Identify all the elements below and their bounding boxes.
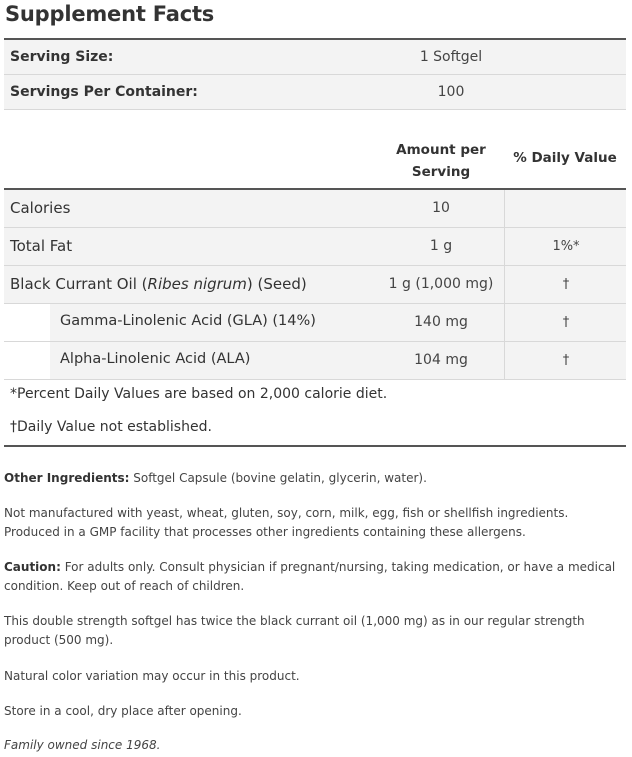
amount-header-line2: Serving: [411, 164, 471, 180]
footnotes: [4, 377, 626, 447]
nutrient-name: Alpha-Linolenic Acid (ALA): [60, 351, 251, 367]
nutrient-name-post: ) (Seed): [246, 275, 307, 293]
nutrient-latin-name: Ribes nigrum: [147, 275, 247, 293]
nutrient-name: Total Fat: [10, 237, 73, 255]
servings-per-container-value: 100: [437, 84, 465, 100]
amount-header-line1: Amount per: [396, 142, 486, 158]
amount-per-serving-header: [376, 139, 506, 183]
nutrient-dv: 1%*: [504, 228, 627, 265]
percent-dv-footnote: *Percent Daily Values are based on 2,000 calorie diet.: [10, 386, 388, 402]
nutrient-dv: †: [504, 304, 627, 341]
nutrient-name: [10, 275, 307, 293]
serving-table: [4, 38, 626, 110]
nutrient-amount: 140 mg: [414, 314, 468, 330]
nutrient-amount: 10: [432, 200, 450, 216]
family-owned-statement: Family owned since 1968.: [4, 738, 161, 752]
strength-statement: This double strength softgel has twice the black currant oil (1,000 mg) as in our regular strength product (500 mg).: [4, 614, 585, 647]
table-row: [4, 228, 626, 266]
nutrient-name: Calories: [10, 199, 71, 217]
daily-value-header: % Daily Value: [513, 150, 617, 166]
nutrient-amount: 1 g: [429, 238, 453, 254]
servings-per-container-label: Servings Per Container:: [10, 84, 198, 100]
table-row: [4, 304, 626, 342]
nutrient-name-pre: Black Currant Oil (: [10, 275, 148, 293]
serving-size-label: Serving Size:: [10, 49, 114, 65]
nutrient-amount: 1 g (1,000 mg): [388, 276, 494, 292]
other-ingredients: [4, 469, 624, 488]
serving-size-value: 1 Softgel: [419, 49, 483, 65]
caution-text: For adults only. Consult physician if pregnant/nursing, taking medication, or have a medical condition. Keep out of reach of children.: [4, 560, 616, 593]
indent-spacer: [4, 342, 50, 379]
dagger-footnote: †Daily Value not established.: [10, 419, 212, 435]
nutrient-name: Gamma-Linolenic Acid (GLA) (14%): [60, 313, 316, 329]
color-variation-statement: Natural color variation may occur in this product.: [4, 669, 300, 683]
page-title: Supplement Facts: [5, 2, 215, 26]
nutrient-amount: 104 mg: [414, 352, 468, 368]
nutrition-header: [4, 136, 626, 190]
nutrient-dv: †: [504, 266, 627, 303]
other-ingredients-label: Other Ingredients:: [4, 471, 130, 485]
caution-statement: [4, 558, 624, 596]
nutrition-table: [4, 190, 626, 380]
table-row: [4, 266, 626, 304]
nutrient-dv: [504, 190, 627, 227]
caution-label: Caution:: [4, 560, 61, 574]
servings-per-container-row: [4, 75, 626, 110]
storage-statement: Store in a cool, dry place after opening.: [4, 704, 242, 718]
allergen-statement: Not manufactured with yeast, wheat, gluten, soy, corn, milk, egg, fish or shellfish ingredients. Produced in a GMP facility that processes other ingredients containing these allergens.: [4, 506, 569, 539]
other-ingredients-text: Softgel Capsule (bovine gelatin, glycerin, water).: [129, 471, 427, 485]
table-row: [4, 190, 626, 228]
nutrient-dv: †: [504, 342, 627, 379]
indent-spacer: [4, 304, 50, 341]
serving-size-row: [4, 40, 626, 75]
table-row: [4, 342, 626, 380]
